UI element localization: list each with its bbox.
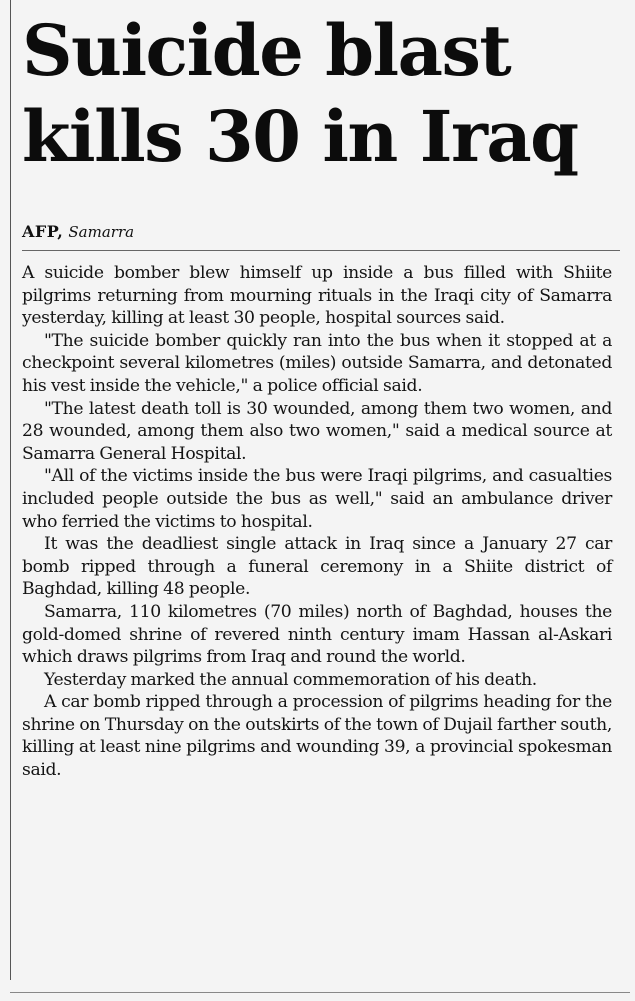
column-rule-bottom bbox=[10, 992, 630, 993]
article-body bbox=[22, 262, 612, 782]
byline-agency: AFP, bbox=[22, 222, 64, 241]
byline-divider bbox=[22, 250, 620, 251]
paragraph: Yesterday marked the annual commemoration of his death. bbox=[44, 669, 537, 690]
column-rule-left bbox=[10, 0, 11, 980]
byline-place: Samarra bbox=[68, 223, 135, 241]
headline: Suicide blast kills 30 in Iraq bbox=[22, 9, 578, 178]
paragraph: A car bomb ripped through a procession of pilgrims heading for the shrine on Thursday on the outskirts of the town of Dujail farther south, killing at least nine pilgrims and wounding 39, a provincial spokesman said. bbox=[22, 692, 612, 781]
byline bbox=[22, 222, 134, 241]
paragraph: A suicide bomber blew himself up inside a bus filled with Shiite pilgrims returning from mourning rituals in the Iraqi city of Samarra yesterday, killing at least 30 people, hospital sources said. bbox=[22, 263, 612, 329]
paragraph: "The suicide bomber quickly ran into the bus when it stopped at a checkpoint several kilometres (miles) outside Samarra, and detonated his vest inside the vehicle," a police official said. bbox=[22, 330, 612, 396]
paragraph: "The latest death toll is 30 wounded, among them two women, and 28 wounded, among them also two women," said a medical source at Samarra General Hospital. bbox=[22, 398, 612, 464]
paragraph: "All of the victims inside the bus were Iraqi pilgrims, and casualties included people outside the bus as well," said an ambulance driver who ferried the victims to hospital. bbox=[22, 466, 612, 532]
paragraph: Samarra, 110 kilometres (70 miles) north of Baghdad, houses the gold-domed shrine of revered ninth century imam Hassan al-Askari which draws pilgrims from Iraq and round the world. bbox=[22, 601, 612, 668]
paragraph: It was the deadliest single attack in Iraq since a January 27 car bomb ripped through a funeral ceremony in a Shiite district of Baghdad, killing 48 people. bbox=[22, 534, 612, 600]
